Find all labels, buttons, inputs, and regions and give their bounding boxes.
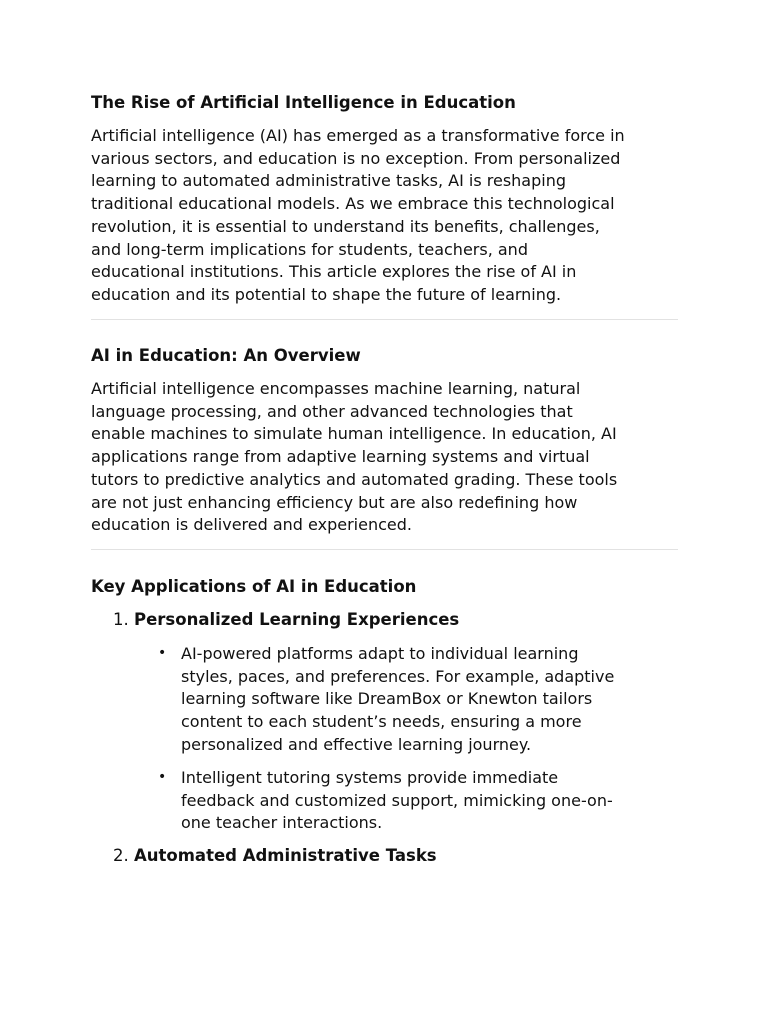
text-line: education and its potential to shape the future of learning.	[91, 284, 562, 304]
divider	[91, 549, 678, 550]
text-line: one teacher interactions.	[181, 813, 383, 833]
section-heading-applications: Key Applications of AI in Education	[91, 577, 417, 596]
text-line: feedback and customized support, mimicking one-on-	[181, 790, 613, 810]
text-line: are not just enhancing efficiency but are also redefining how	[91, 492, 578, 512]
text-line: revolution, it is essential to understand its benefits, challenges,	[91, 216, 600, 236]
list-number: 1.	[113, 610, 129, 629]
text-line: education is delivered and experienced.	[91, 515, 412, 535]
divider	[91, 319, 678, 320]
text-line: educational institutions. This article explores the rise of AI in	[91, 262, 577, 282]
list-number: 2.	[113, 846, 129, 865]
list-item-1	[113, 609, 459, 631]
text-line: Intelligent tutoring systems provide immediate	[181, 768, 559, 787]
text-line: language processing, and other advanced technologies that	[91, 401, 573, 421]
text-line: personalized and effective learning journey.	[181, 734, 532, 754]
text-line: Artificial intelligence (AI) has emerged as a transformative force in	[91, 126, 625, 145]
text-line: and long-term implications for students, teachers, and	[91, 239, 528, 259]
bullet-icon: •	[158, 769, 167, 785]
text-line: content to each student’s needs, ensuring a more	[181, 712, 582, 732]
list-item-title: Automated Administrative Tasks	[134, 846, 437, 865]
text-line: traditional educational models. As we embrace this technological	[91, 194, 615, 214]
text-line: learning to automated administrative tasks, AI is reshaping	[91, 171, 567, 191]
bullet-item	[181, 767, 613, 835]
section-heading-overview: AI in Education: An Overview	[91, 346, 361, 365]
bullet-item	[181, 643, 614, 757]
intro-paragraph	[91, 125, 625, 307]
text-line: applications range from adaptive learning systems and virtual	[91, 447, 590, 467]
text-line: AI-powered platforms adapt to individual learning	[181, 644, 579, 663]
list-item-title: Personalized Learning Experiences	[134, 610, 460, 629]
overview-paragraph	[91, 378, 617, 537]
bullet-icon: •	[158, 645, 167, 661]
text-line: Artificial intelligence encompasses machine learning, natural	[91, 379, 581, 398]
text-line: enable machines to simulate human intelligence. In education, AI	[91, 424, 617, 444]
article-title: The Rise of Artificial Intelligence in Education	[91, 93, 516, 112]
list-item-2	[113, 845, 437, 867]
text-line: various sectors, and education is no exception. From personalized	[91, 148, 621, 168]
text-line: tutors to predictive analytics and automated grading. These tools	[91, 469, 618, 489]
text-line: styles, paces, and preferences. For example, adaptive	[181, 666, 615, 686]
text-line: learning software like DreamBox or Knewton tailors	[181, 689, 593, 709]
